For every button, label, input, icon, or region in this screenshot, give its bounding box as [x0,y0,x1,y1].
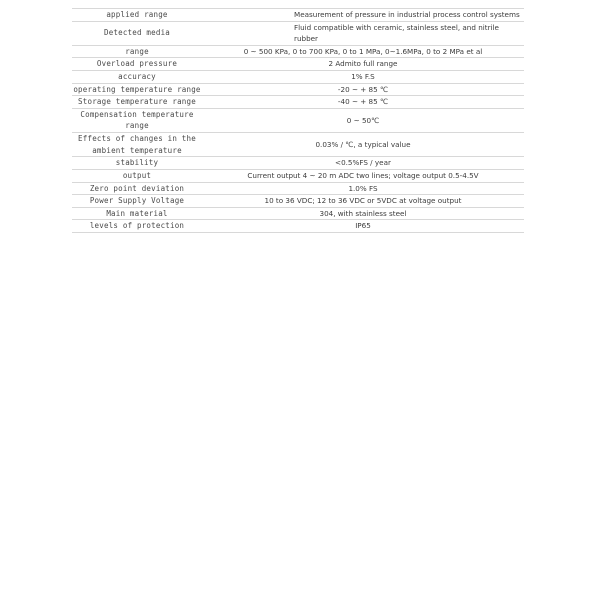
spec-label-cell: levels of protection [89,221,185,231]
spec-label-cell: operating temperature range [73,84,201,94]
table-row [72,45,524,58]
table-row [72,195,524,208]
table-row [72,9,524,22]
spec-value-cell: <0.5%FS / year [335,158,391,168]
table-row [72,182,524,195]
table-row [72,96,524,109]
spec-value-cell: 10 to 36 VDC; 12 to 36 VDC or 5VDC at voltage output [264,196,462,206]
spec-label-cell: Effects of changes in the ambient temperature [78,134,196,155]
spec-value-cell: Current output 4 ~ 20 m ADC two lines; voltage output 0.5-4.5V [247,170,479,180]
table-row [72,70,524,83]
spec-label-cell: Overload pressure [96,59,178,69]
spec-value-cell: 1% F.S [351,71,375,81]
spec-label-cell: accuracy [118,71,156,81]
table-row [72,21,524,45]
table-row [72,133,524,157]
spec-label-cell: applied range [106,10,168,19]
table-row [72,58,524,71]
spec-label-cell: Storage temperature range [78,97,196,107]
spec-label-cell: Zero point deviation [89,183,185,193]
spec-value-cell: Fluid compatible with ceramic, stainless steel, and nitrile rubber [294,22,499,44]
spec-value-cell: Measurement of pressure in industrial process control systems [294,10,520,20]
spec-value-cell: 2 Admito full range [328,59,398,69]
spec-value-cell: 0 ~ 500 KPa, 0 to 700 KPa, 0 to 1 MPa, 0~1.6MPa, 0 to 2 MPa et al [243,46,483,56]
table-row [72,83,524,96]
table-row [72,157,524,170]
table-body [72,9,524,233]
spec-label-cell: output [122,170,152,180]
spec-value-cell: 0.03% / ℃, a typical value [315,139,411,149]
spec-label-cell: Power Supply Voltage [89,196,185,206]
spec-label-cell: Main material [106,208,168,218]
spec-label-cell: Detected media [103,28,170,38]
spec-value-cell: 304, with stainless steel [319,208,407,218]
table-row [72,207,524,220]
table-row [72,108,524,132]
table-row [72,169,524,182]
spec-value-cell: IP65 [355,221,371,231]
spec-label-cell: range [125,46,149,56]
spec-label-cell: Compensation temperature range [80,109,194,131]
spec-value-cell: -40 ~ + 85 ℃ [337,97,389,107]
spec-value-cell: -20 ~ + 85 ℃ [337,84,389,94]
spec-value-cell: 1.0% FS [348,183,378,193]
spec-label-cell: stability [115,158,159,168]
specification-table [72,8,524,233]
spec-value-cell: 0 ~ 50℃ [346,115,380,125]
table-row [72,220,524,233]
